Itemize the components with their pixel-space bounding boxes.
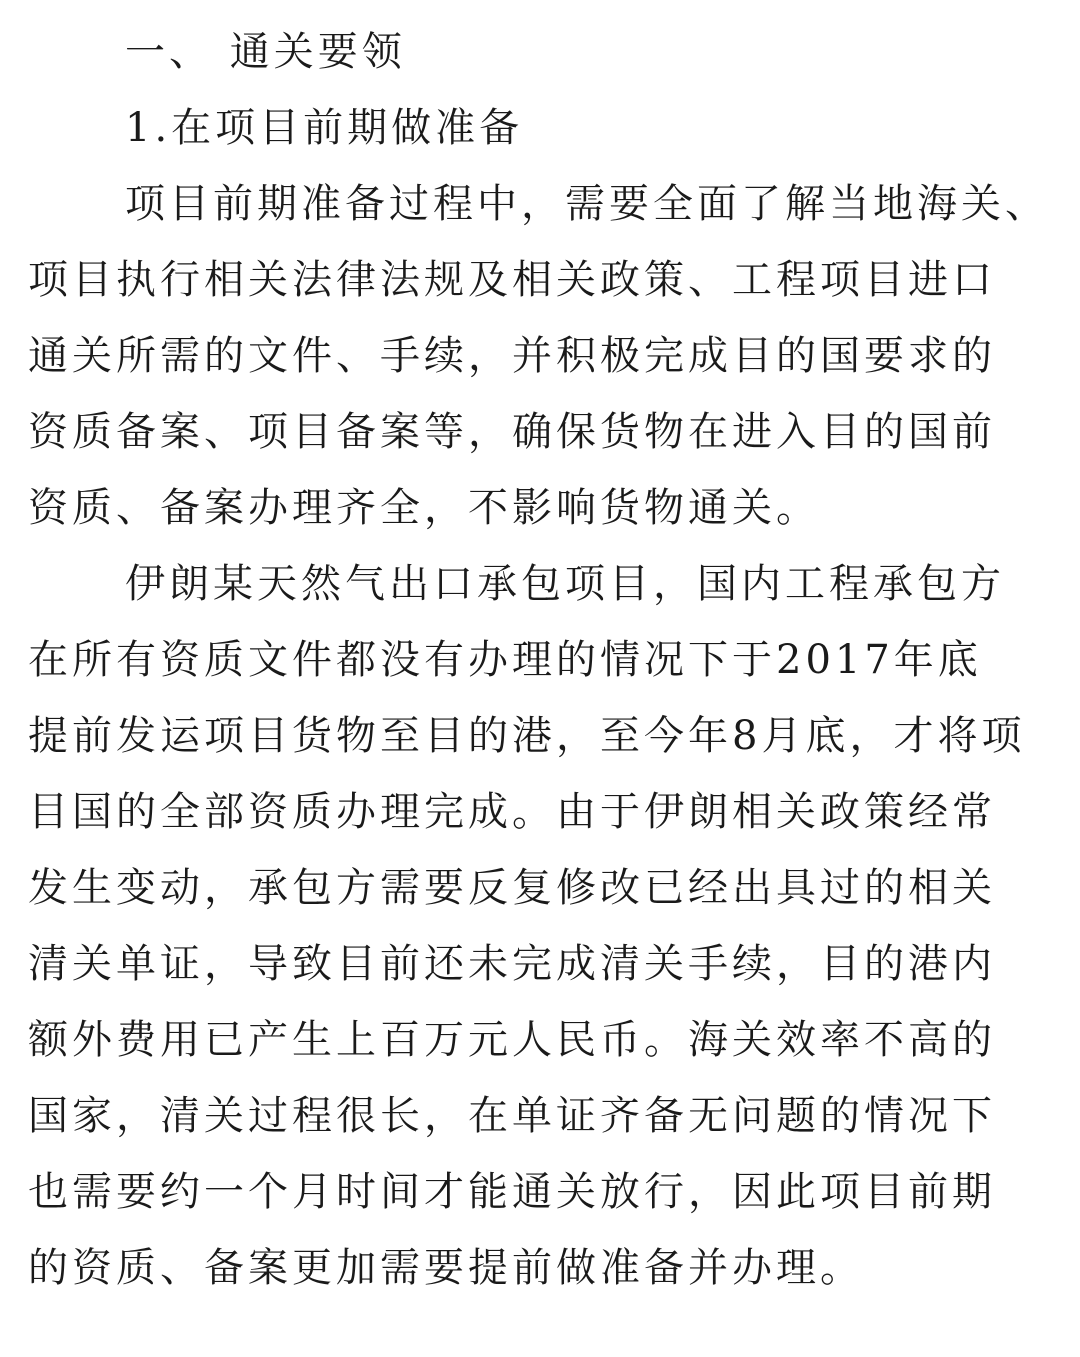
subsection-heading: 1.在项目前期做准备 [125,105,524,151]
paragraph-line: 额外费用已产生上百万元人民币。海关效率不高的 [28,1017,996,1063]
document-page [28,14,1058,1306]
paragraph-line: 清关单证，导致目前还未完成清关手续，目的港内 [28,941,996,987]
paragraph-line: 目国的全部资质办理完成。由于伊朗相关政策经常 [28,789,996,835]
paragraph-line: 发生变动，承包方需要反复修改已经出具过的相关 [28,865,996,911]
paragraph-1 [28,166,1058,546]
paragraph-line: 项目执行相关法律法规及相关政策、工程项目进口 [28,257,996,303]
paragraph-line: 通关所需的文件、手续，并积极完成目的国要求的 [28,333,996,379]
paragraph-line: 伊朗某天然气出口承包项目，国内工程承包方 [125,561,1005,607]
paragraph-line: 项目前期准备过程中，需要全面了解当地海关、 [125,181,1049,227]
section-heading: 一、 通关要领 [125,29,406,75]
paragraph-2 [28,546,1058,1306]
paragraph-line: 在所有资质文件都没有办理的情况下于2017年底 [28,637,982,683]
paragraph-line: 国家，清关过程很长，在单证齐备无问题的情况下 [28,1093,996,1139]
paragraph-line: 资质、备案办理齐全，不影响货物通关。 [28,485,820,531]
paragraph-line: 也需要约一个月时间才能通关放行，因此项目前期 [28,1169,996,1215]
paragraph-line: 资质备案、项目备案等，确保货物在进入目的国前 [28,409,996,455]
paragraph-line: 提前发运项目货物至目的港，至今年8月底，才将项 [28,713,1026,759]
paragraph-line: 的资质、备案更加需要提前做准备并办理。 [28,1245,864,1291]
